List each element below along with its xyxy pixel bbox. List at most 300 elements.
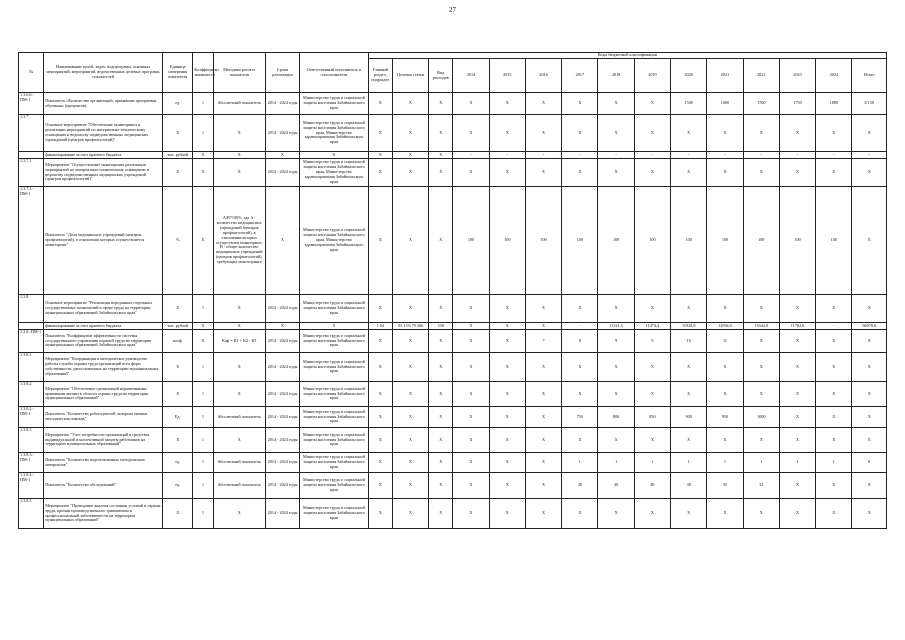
- row-year-value-cell: 900: [671, 407, 707, 428]
- row-year-value-cell: X: [489, 159, 525, 187]
- row-year-value-cell: X: [598, 499, 634, 529]
- row-responsible-cell: Министерство труда и социальной защиты населения Забайкальского края: [300, 407, 369, 428]
- row-year-value-cell: -: [453, 152, 489, 159]
- row-budget-type-cell: 530: [429, 323, 453, 330]
- row-budget-type-cell: X: [429, 407, 453, 428]
- row-year-value-cell: X: [453, 295, 489, 323]
- row-budget-type-cell: X: [429, 187, 453, 295]
- row-budget-target-cell: X: [392, 382, 428, 407]
- row-year-value-cell: X: [453, 93, 489, 115]
- program-table: [18, 52, 887, 529]
- row-method-cell: X: [213, 159, 265, 187]
- row-code-cell: 1.3.8.3.-ПМ-1: [19, 453, 44, 473]
- row-year-value-cell: X: [525, 453, 561, 473]
- row-budget-target-cell: X: [392, 159, 428, 187]
- row-year-value-cell: X: [598, 428, 634, 453]
- row-year-value-cell: 100: [743, 187, 779, 295]
- row-year-value-cell: X: [816, 330, 852, 353]
- row-year-value-cell: X: [453, 499, 489, 529]
- col-header-year: 2020: [671, 59, 707, 93]
- row-year-value-cell: X: [525, 159, 561, 187]
- row-budget-target-cell: X: [392, 428, 428, 453]
- row-budget-section-cell: X: [368, 187, 392, 295]
- row-unit-cell: ед.: [163, 93, 193, 115]
- row-name-cell: Основное мероприятие "Обеспечение мониторинга и реализации мероприятий по материально-техническому оснащению и ведомству подведомственных медицинских учреждений (центров профпатологий)": [44, 115, 163, 152]
- row-budget-section-cell: X: [368, 93, 392, 115]
- col-header-year: 2022: [743, 59, 779, 93]
- row-year-value-cell: X: [743, 382, 779, 407]
- row-year-value-cell: X: [634, 295, 670, 323]
- row-year-value-cell: X: [671, 382, 707, 407]
- row-code-cell: 1.3.8.-ПМ-1: [19, 330, 44, 353]
- row-term-cell: 2014 - 2024 годы: [265, 453, 299, 473]
- row-responsible-cell: Министерство труда и социальной защиты населения Забайкальского края: [300, 428, 369, 453]
- row-responsible-cell: Министерство труда и социальной защиты населения Забайкальского края: [300, 453, 369, 473]
- row-year-value-cell: X: [634, 93, 670, 115]
- row-year-value-cell: X: [816, 159, 852, 187]
- row-method-cell: Абсолютный показатель: [213, 93, 265, 115]
- row-year-value-cell: 12094,6: [707, 323, 743, 330]
- row-budget-type-cell: X: [429, 115, 453, 152]
- row-year-value-cell: X: [562, 353, 598, 382]
- row-method-cell: X: [213, 323, 265, 330]
- row-term-cell: 2014 - 2024 годы: [265, 499, 299, 529]
- row-year-value-cell: X: [671, 115, 707, 152]
- row-code-cell: 1.3.8.4.-ПМ-1: [19, 473, 44, 499]
- table-row: [19, 428, 887, 453]
- row-method-cell: Абсолютный показатель: [213, 473, 265, 499]
- row-year-value-cell: X: [671, 159, 707, 187]
- row-year-value-cell: X: [671, 428, 707, 453]
- row-year-value-cell: X: [525, 473, 561, 499]
- row-year-value-cell: X: [453, 453, 489, 473]
- row-unit-cell: тыс. рублей: [163, 323, 193, 330]
- row-year-value-cell: X: [453, 353, 489, 382]
- row-total-cell: X: [852, 499, 887, 529]
- row-unit-cell: X: [163, 115, 193, 152]
- row-year-value-cell: 11: [707, 330, 743, 353]
- row-budget-target-cell: X: [392, 407, 428, 428]
- row-budget-type-cell: X: [429, 428, 453, 453]
- row-year-value-cell: 11321,5: [598, 323, 634, 330]
- row-year-value-cell: X: [489, 453, 525, 473]
- row-code-cell: 1.3.8.2: [19, 382, 44, 407]
- row-year-value-cell: X: [634, 499, 670, 529]
- row-responsible-cell: Министерство труда и социальной защиты населения Забайкальского края: [300, 499, 369, 529]
- row-year-value-cell: X: [634, 428, 670, 453]
- row-unit-cell: X: [163, 159, 193, 187]
- row-year-value-cell: X: [525, 499, 561, 529]
- row-total-cell: X: [852, 115, 887, 152]
- row-unit-cell: X: [163, 353, 193, 382]
- row-year-value-cell: X: [489, 323, 525, 330]
- row-year-value-cell: X: [598, 93, 634, 115]
- row-year-value-cell: 9: [634, 330, 670, 353]
- row-year-value-cell: X: [707, 382, 743, 407]
- table-row: [19, 152, 887, 159]
- row-term-cell: 2014 - 2024 годы: [265, 115, 299, 152]
- row-year-value-cell: 40: [562, 473, 598, 499]
- row-year-value-cell: X: [779, 499, 815, 529]
- row-budget-type-cell: X: [429, 159, 453, 187]
- row-year-value-cell: X: [707, 499, 743, 529]
- row-unit-cell: Ед.: [163, 407, 193, 428]
- row-budget-type-cell: X: [429, 93, 453, 115]
- row-year-value-cell: X: [453, 159, 489, 187]
- row-budget-section-cell: X: [368, 330, 392, 353]
- col-header-bcode-section: Главный раздел, подраздел: [368, 59, 392, 93]
- row-year-value-cell: X: [707, 159, 743, 187]
- row-year-value-cell: X: [743, 159, 779, 187]
- row-coef-cell: X: [193, 159, 213, 187]
- row-unit-cell: %: [163, 187, 193, 295]
- row-year-value-cell: 1700: [743, 93, 779, 115]
- row-term-cell: 2014 - 2024 годы: [265, 93, 299, 115]
- row-year-value-cell: X: [816, 382, 852, 407]
- table-row: [19, 159, 887, 187]
- row-year-value-cell: X: [816, 473, 852, 499]
- row-total-cell: X: [852, 382, 887, 407]
- row-term-cell: 2014 - 2024 годы: [265, 473, 299, 499]
- row-year-value-cell: -: [562, 323, 598, 330]
- table-row: [19, 330, 887, 353]
- row-year-value-cell: X: [489, 93, 525, 115]
- row-year-value-cell: 1: [598, 453, 634, 473]
- table-row: [19, 93, 887, 115]
- row-term-cell: 2014 - 2024 годы: [265, 295, 299, 323]
- row-year-value-cell: X: [816, 353, 852, 382]
- row-year-value-cell: 850: [634, 407, 670, 428]
- row-year-value-cell: 100: [707, 187, 743, 295]
- row-unit-cell: коэф.: [163, 330, 193, 353]
- row-year-value-cell: 950: [707, 407, 743, 428]
- row-coef-cell: 1: [193, 353, 213, 382]
- row-year-value-cell: X: [743, 499, 779, 529]
- row-method-cell: Абсолютный показатель: [213, 453, 265, 473]
- row-year-value-cell: 11474,4: [634, 323, 670, 330]
- col-header-year: 2014: [453, 59, 489, 93]
- row-name-cell: Показатель "Количество работодателей, которым оказана методическая помощь": [44, 407, 163, 428]
- col-header-year: 2016: [525, 59, 561, 93]
- col-header-total: Итого: [852, 59, 887, 93]
- row-year-value-cell: 100: [816, 187, 852, 295]
- row-year-value-cell: X: [453, 473, 489, 499]
- row-year-value-cell: X: [779, 159, 815, 187]
- row-year-value-cell: 11782,6: [779, 323, 815, 330]
- row-coef-cell: 1: [193, 295, 213, 323]
- row-responsible-cell: Министерство труда и социальной защиты населения Забайкальского края: [300, 382, 369, 407]
- row-coef-cell: 1: [193, 473, 213, 499]
- col-header-bcode-target: Целевая статья: [392, 59, 428, 93]
- row-year-value-cell: X: [489, 115, 525, 152]
- row-budget-target-cell: X: [392, 353, 428, 382]
- row-method-cell: X: [213, 499, 265, 529]
- row-year-value-cell: X: [707, 428, 743, 453]
- row-total-cell: 8: [852, 453, 887, 473]
- row-responsible-cell: Министерство труда и социальной защиты населения Забайкальского края, Министерство здравоохранения Забайкальского края: [300, 115, 369, 152]
- table-row: [19, 353, 887, 382]
- row-name-cell: Мероприятие "Координация и методическое руководство работы службы охраны труда организаций всех форм собственности, расположенных на территории муниципальных образований": [44, 353, 163, 382]
- row-year-value-cell: -: [562, 152, 598, 159]
- row-year-value-cell: 100: [598, 187, 634, 295]
- col-header-no: №: [19, 53, 44, 93]
- row-year-value-cell: X: [779, 295, 815, 323]
- row-year-value-cell: X: [707, 295, 743, 323]
- row-year-value-cell: 100: [779, 187, 815, 295]
- col-header-name: Наименование целей, задач, подпрограмм, основных мероприятий, мероприятий, ведомственных целевых программ, показателей: [44, 53, 163, 93]
- table-row: [19, 473, 887, 499]
- row-year-value-cell: X: [707, 353, 743, 382]
- row-year-value-cell: X: [525, 407, 561, 428]
- row-name-cell: Показатель "Количество обследований": [44, 473, 163, 499]
- row-year-value-cell: X: [562, 115, 598, 152]
- row-budget-section-cell: X: [368, 453, 392, 473]
- row-method-cell: X: [213, 382, 265, 407]
- row-unit-cell: X: [163, 295, 193, 323]
- row-method-cell: X: [213, 115, 265, 152]
- row-code-cell: 1.3.8.1: [19, 353, 44, 382]
- table-row: [19, 382, 887, 407]
- row-year-value-cell: X: [816, 499, 852, 529]
- row-year-value-cell: X: [779, 428, 815, 453]
- row-year-value-cell: -: [489, 152, 525, 159]
- row-coef-cell: X: [193, 323, 213, 330]
- row-year-value-cell: -: [598, 152, 634, 159]
- row-year-value-cell: X: [525, 115, 561, 152]
- table-body: [19, 93, 887, 529]
- row-budget-target-cell: X: [392, 93, 428, 115]
- row-year-value-cell: -: [779, 152, 815, 159]
- row-responsible-cell: X: [300, 152, 369, 159]
- row-year-value-cell: X: [743, 330, 779, 353]
- row-year-value-cell: 1500: [671, 93, 707, 115]
- row-code-cell: 1.3.8.3: [19, 428, 44, 453]
- row-year-value-cell: 1: [743, 453, 779, 473]
- row-year-value-cell: 1: [671, 453, 707, 473]
- row-year-value-cell: X: [779, 330, 815, 353]
- row-year-value-cell: X: [489, 499, 525, 529]
- table-row: [19, 499, 887, 529]
- row-year-value-cell: 800: [598, 407, 634, 428]
- row-unit-cell: X: [163, 499, 193, 529]
- row-budget-section-cell: X: [368, 499, 392, 529]
- row-year-value-cell: 750: [562, 407, 598, 428]
- row-year-value-cell: 11928,8: [671, 323, 707, 330]
- col-header-term: Сроки реализации: [265, 53, 299, 93]
- row-year-value-cell: X: [525, 323, 561, 330]
- col-header-year: 2023: [779, 59, 815, 93]
- row-budget-target-cell: 03 1 03 79 206: [392, 323, 428, 330]
- row-term-cell: X: [265, 323, 299, 330]
- row-year-value-cell: 7: [525, 330, 561, 353]
- row-budget-section-cell: X: [368, 473, 392, 499]
- row-year-value-cell: X: [671, 353, 707, 382]
- row-budget-type-cell: X: [429, 152, 453, 159]
- row-coef-cell: X: [193, 187, 213, 295]
- row-year-value-cell: 10: [671, 330, 707, 353]
- row-name-cell: Показатель "Коэффициент эффективности системы государственного управления охраной труда на территории муниципальных образований Забайкальского края": [44, 330, 163, 353]
- row-method-cell: X: [213, 353, 265, 382]
- row-budget-target-cell: X: [392, 499, 428, 529]
- row-year-value-cell: X: [489, 428, 525, 453]
- row-budget-target-cell: X: [392, 115, 428, 152]
- row-term-cell: 2014 - 2024 годы: [265, 330, 299, 353]
- row-term-cell: 2014 - 2024 годы: [265, 407, 299, 428]
- row-year-value-cell: X: [598, 353, 634, 382]
- row-code-cell: 1.3.6.6.-ПМ-1: [19, 93, 44, 115]
- row-unit-cell: X: [163, 382, 193, 407]
- row-year-value-cell: 1: [634, 453, 670, 473]
- row-year-value-cell: X: [743, 115, 779, 152]
- row-method-cell: Кэф = К1 + К2 - К3: [213, 330, 265, 353]
- row-year-value-cell: X: [453, 330, 489, 353]
- row-total-cell: X: [852, 428, 887, 453]
- row-budget-type-cell: X: [429, 353, 453, 382]
- row-year-value-cell: 38: [671, 473, 707, 499]
- row-name-cell: финансирование за счет краевого бюджета: [44, 323, 163, 330]
- col-header-coef: Коэффициент значимости: [193, 53, 213, 93]
- row-year-value-cell: -: [634, 152, 670, 159]
- table-row: [19, 407, 887, 428]
- row-total-cell: X: [852, 353, 887, 382]
- row-year-value-cell: X: [816, 295, 852, 323]
- col-header-year: 2018: [598, 59, 634, 93]
- row-year-value-cell: 35: [707, 473, 743, 499]
- row-year-value-cell: X: [779, 115, 815, 152]
- row-year-value-cell: X: [671, 499, 707, 529]
- row-coef-cell: 1: [193, 428, 213, 453]
- row-budget-section-cell: X: [368, 152, 392, 159]
- col-header-year: 2024: [816, 59, 852, 93]
- row-code-cell: 1.3.8.5: [19, 499, 44, 529]
- row-name-cell: Мероприятие "Осуществление мониторинга реализации мероприятий по материально-техническому оснащению и ведомству подведомственных медицинских учреждений (центров профпатологий)": [44, 159, 163, 187]
- row-year-value-cell: 40: [634, 473, 670, 499]
- table-row: [19, 115, 887, 152]
- row-name-cell: Показатель «Количество организаций, принявших программы обучения» (процентов): [44, 93, 163, 115]
- row-budget-target-cell: X: [392, 295, 428, 323]
- row-year-value-cell: X: [562, 295, 598, 323]
- row-year-value-cell: 100: [525, 187, 561, 295]
- row-year-value-cell: 1: [779, 453, 815, 473]
- row-unit-cell: тыс. рублей: [163, 152, 193, 159]
- row-year-value-cell: X: [816, 428, 852, 453]
- row-year-value-cell: -: [525, 152, 561, 159]
- row-unit-cell: ед.: [163, 473, 193, 499]
- row-year-value-cell: 32: [743, 473, 779, 499]
- row-year-value-cell: X: [634, 159, 670, 187]
- row-year-value-cell: 8: [562, 330, 598, 353]
- row-term-cell: 2014 - 2024 годы: [265, 159, 299, 187]
- row-year-value-cell: X: [779, 473, 815, 499]
- row-name-cell: Основное мероприятие "Реализация переданных отдельных государственных полномочий в сфере труда на территории муниципальных образований Забайкальского края": [44, 295, 163, 323]
- row-year-value-cell: X: [562, 499, 598, 529]
- row-year-value-cell: 100: [634, 187, 670, 295]
- row-year-value-cell: X: [779, 407, 815, 428]
- row-year-value-cell: 1: [707, 453, 743, 473]
- row-budget-target-cell: X: [392, 473, 428, 499]
- row-year-value-cell: -: [671, 152, 707, 159]
- row-code-cell: 1.3.7.1.: [19, 159, 44, 187]
- row-total-cell: X: [852, 473, 887, 499]
- row-year-value-cell: X: [525, 93, 561, 115]
- row-year-value-cell: X: [489, 353, 525, 382]
- row-coef-cell: X: [193, 330, 213, 353]
- row-unit-cell: X: [163, 428, 193, 453]
- row-total-cell: 96078,6: [852, 323, 887, 330]
- row-budget-type-cell: X: [429, 453, 453, 473]
- table-row: [19, 187, 887, 295]
- row-year-value-cell: X: [525, 382, 561, 407]
- row-year-value-cell: X: [634, 115, 670, 152]
- row-responsible-cell: Министерство труда и социальной защиты населения Забайкальского края: [300, 295, 369, 323]
- row-year-value-cell: 9: [598, 330, 634, 353]
- col-header-year: 2021: [707, 59, 743, 93]
- row-coef-cell: 1: [193, 407, 213, 428]
- table-row: [19, 295, 887, 323]
- row-year-value-cell: 1750: [779, 93, 815, 115]
- row-method-cell: X: [213, 152, 265, 159]
- row-term-cell: X: [265, 152, 299, 159]
- row-coef-cell: 1: [193, 499, 213, 529]
- row-responsible-cell: Министерство труда и социальной защиты населения Забайкальского края: [300, 93, 369, 115]
- row-coef-cell: 1: [193, 93, 213, 115]
- row-budget-section-cell: X: [368, 428, 392, 453]
- row-budget-target-cell: X: [392, 330, 428, 353]
- row-budget-section-cell: X: [368, 295, 392, 323]
- row-year-value-cell: 40: [598, 473, 634, 499]
- row-year-value-cell: 1600: [707, 93, 743, 115]
- row-coef-cell: 1: [193, 453, 213, 473]
- row-year-value-cell: X: [489, 330, 525, 353]
- row-coef-cell: 1: [193, 115, 213, 152]
- row-coef-cell: X: [193, 152, 213, 159]
- row-total-cell: X: [852, 330, 887, 353]
- row-budget-target-cell: X: [392, 453, 428, 473]
- row-year-value-cell: X: [453, 382, 489, 407]
- row-year-value-cell: X: [779, 353, 815, 382]
- row-year-value-cell: 100: [562, 187, 598, 295]
- row-year-value-cell: 1000: [743, 407, 779, 428]
- row-year-value-cell: X: [453, 407, 489, 428]
- row-year-value-cell: 100: [671, 187, 707, 295]
- row-year-value-cell: X: [489, 473, 525, 499]
- col-header-year: 2019: [634, 59, 670, 93]
- row-budget-section-cell: 1 04: [368, 323, 392, 330]
- row-year-value-cell: X: [598, 382, 634, 407]
- row-responsible-cell: Министерство труда и социальной защиты населения Забайкальского края: [300, 330, 369, 353]
- row-name-cell: финансирование за счет краевого бюджета: [44, 152, 163, 159]
- row-name-cell: Мероприятие "Обеспечение организаций нормативными правовыми актами в области охраны труда на территории муниципальных образований": [44, 382, 163, 407]
- row-year-value-cell: X: [634, 353, 670, 382]
- row-term-cell: X: [265, 187, 299, 295]
- row-name-cell: Показатель "Доля медицинских учреждений (центров профпатологий), в отношении которых осуществляется мониторинг": [44, 187, 163, 295]
- row-year-value-cell: X: [453, 115, 489, 152]
- row-year-value-cell: X: [816, 115, 852, 152]
- row-year-value-cell: X: [634, 382, 670, 407]
- row-code-cell: 1.3.7: [19, 115, 44, 152]
- row-year-value-cell: X: [598, 159, 634, 187]
- row-year-value-cell: X: [453, 428, 489, 453]
- row-year-value-cell: X: [671, 295, 707, 323]
- col-header-year: 2017: [562, 59, 598, 93]
- row-code-cell: 1.3.7.1.-ПМ-1: [19, 187, 44, 295]
- row-year-value-cell: X: [598, 295, 634, 323]
- row-year-value-cell: X: [562, 159, 598, 187]
- row-method-cell: A/B*100%, где A - количество медицинских учреждений (центров профпатологий), в отношении которых осуществлен мониторинг; B - общее количество медицинских учреждений (центров профпатологий), требующих мониторинга: [213, 187, 265, 295]
- row-year-value-cell: X: [743, 353, 779, 382]
- row-budget-target-cell: X: [392, 187, 428, 295]
- row-method-cell: X: [213, 428, 265, 453]
